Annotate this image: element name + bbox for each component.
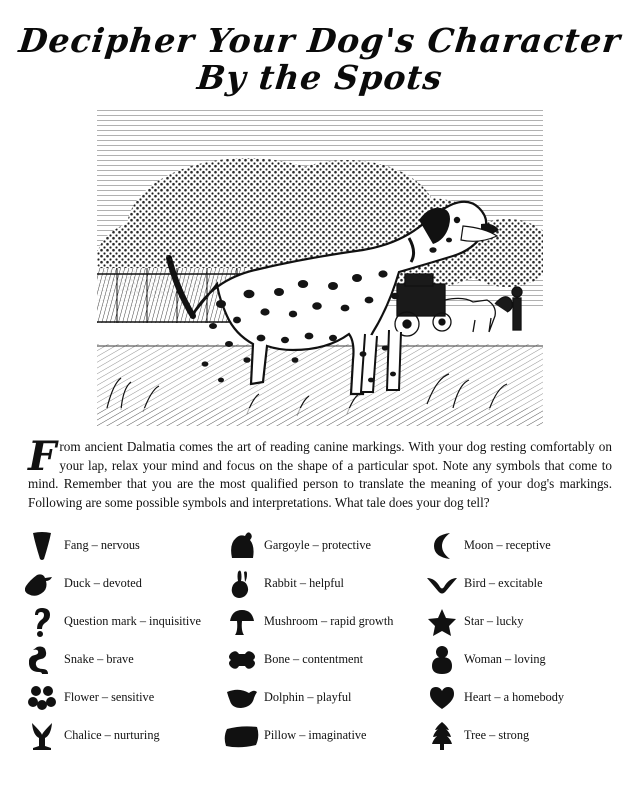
- list-item[interactable]: [222, 565, 418, 603]
- list-item[interactable]: [422, 565, 618, 603]
- list-item-label: Woman – loving: [464, 652, 546, 667]
- tree-icon: [422, 719, 462, 753]
- list-item-label: Bone – contentment: [264, 652, 364, 667]
- list-item[interactable]: [222, 527, 418, 565]
- list-item[interactable]: [222, 603, 418, 641]
- list-item[interactable]: [422, 679, 618, 717]
- woman-icon: [422, 643, 462, 677]
- snake-icon: [22, 643, 62, 677]
- list-item[interactable]: [22, 679, 218, 717]
- heart-icon: [422, 681, 462, 715]
- list-item[interactable]: [222, 641, 418, 679]
- moon-icon: [422, 529, 462, 563]
- list-item-label: Moon – receptive: [464, 538, 551, 553]
- list-item-label: Heart – a homebody: [464, 690, 565, 705]
- list-item[interactable]: [22, 641, 218, 679]
- list-item-label: Star – lucky: [464, 614, 524, 629]
- pillow-icon: [222, 719, 262, 753]
- mushroom-icon: [222, 605, 262, 639]
- list-item-label: Dolphin – playful: [264, 690, 352, 705]
- gargoyle-icon: [222, 529, 262, 563]
- list-item[interactable]: [22, 527, 218, 565]
- list-item[interactable]: [422, 527, 618, 565]
- intro-paragraph: [28, 433, 612, 513]
- dalmatian-engraving: [97, 108, 543, 426]
- list-item-label: Snake – brave: [64, 652, 134, 667]
- list-item-label: Rabbit – helpful: [264, 576, 344, 591]
- list-item[interactable]: [22, 603, 218, 641]
- list-item-label: Gargoyle – protective: [264, 538, 371, 553]
- list-item[interactable]: [22, 565, 218, 603]
- list-item-label: Flower – sensitive: [64, 690, 155, 705]
- list-item-label: Question mark – inquisitive: [64, 614, 201, 629]
- list-item-label: Duck – devoted: [64, 576, 142, 591]
- star-icon: [422, 605, 462, 639]
- dolphin-icon: [222, 681, 262, 715]
- list-item-label: Bird – excitable: [464, 576, 543, 591]
- list-item[interactable]: [422, 603, 618, 641]
- list-item[interactable]: [22, 717, 218, 755]
- duck-icon: [22, 567, 62, 601]
- intro-text: rom ancient Dalmatia comes the art of reading canine markings. With your dog resting comfortably on your lap, relax your mind and focus on the shape of a particular spot. Note any symbols that come to mind. Remember that you are the most qualified person to translate the meaning of your dog's markings. Following are some possible symbols and interpretations. What tale does your dog tell?: [28, 439, 612, 511]
- list-item-label: Pillow – imaginative: [264, 728, 367, 743]
- rabbit-icon: [222, 567, 262, 601]
- title-line-2: By the Spots: [195, 58, 445, 97]
- question-mark-icon: [22, 605, 62, 639]
- bird-icon: [422, 567, 462, 601]
- fang-icon: [22, 529, 62, 563]
- list-item-label: Mushroom – rapid growth: [264, 614, 394, 629]
- bone-icon: [222, 643, 262, 677]
- drop-cap: F: [28, 433, 57, 480]
- chalice-icon: [22, 719, 62, 753]
- page-title: [0, 0, 640, 97]
- list-item[interactable]: [422, 717, 618, 755]
- list-item-label: Fang – nervous: [64, 538, 140, 553]
- list-item[interactable]: [422, 641, 618, 679]
- list-item-label: Tree – strong: [464, 728, 530, 743]
- list-item[interactable]: [222, 679, 418, 717]
- title-line-1: Decipher Your Dog's Character: [17, 21, 623, 60]
- flower-icon: [22, 681, 62, 715]
- engraving-art: [97, 108, 543, 426]
- list-item-label: Chalice – nurturing: [64, 728, 160, 743]
- symbol-table: [22, 527, 618, 755]
- list-item[interactable]: [222, 717, 418, 755]
